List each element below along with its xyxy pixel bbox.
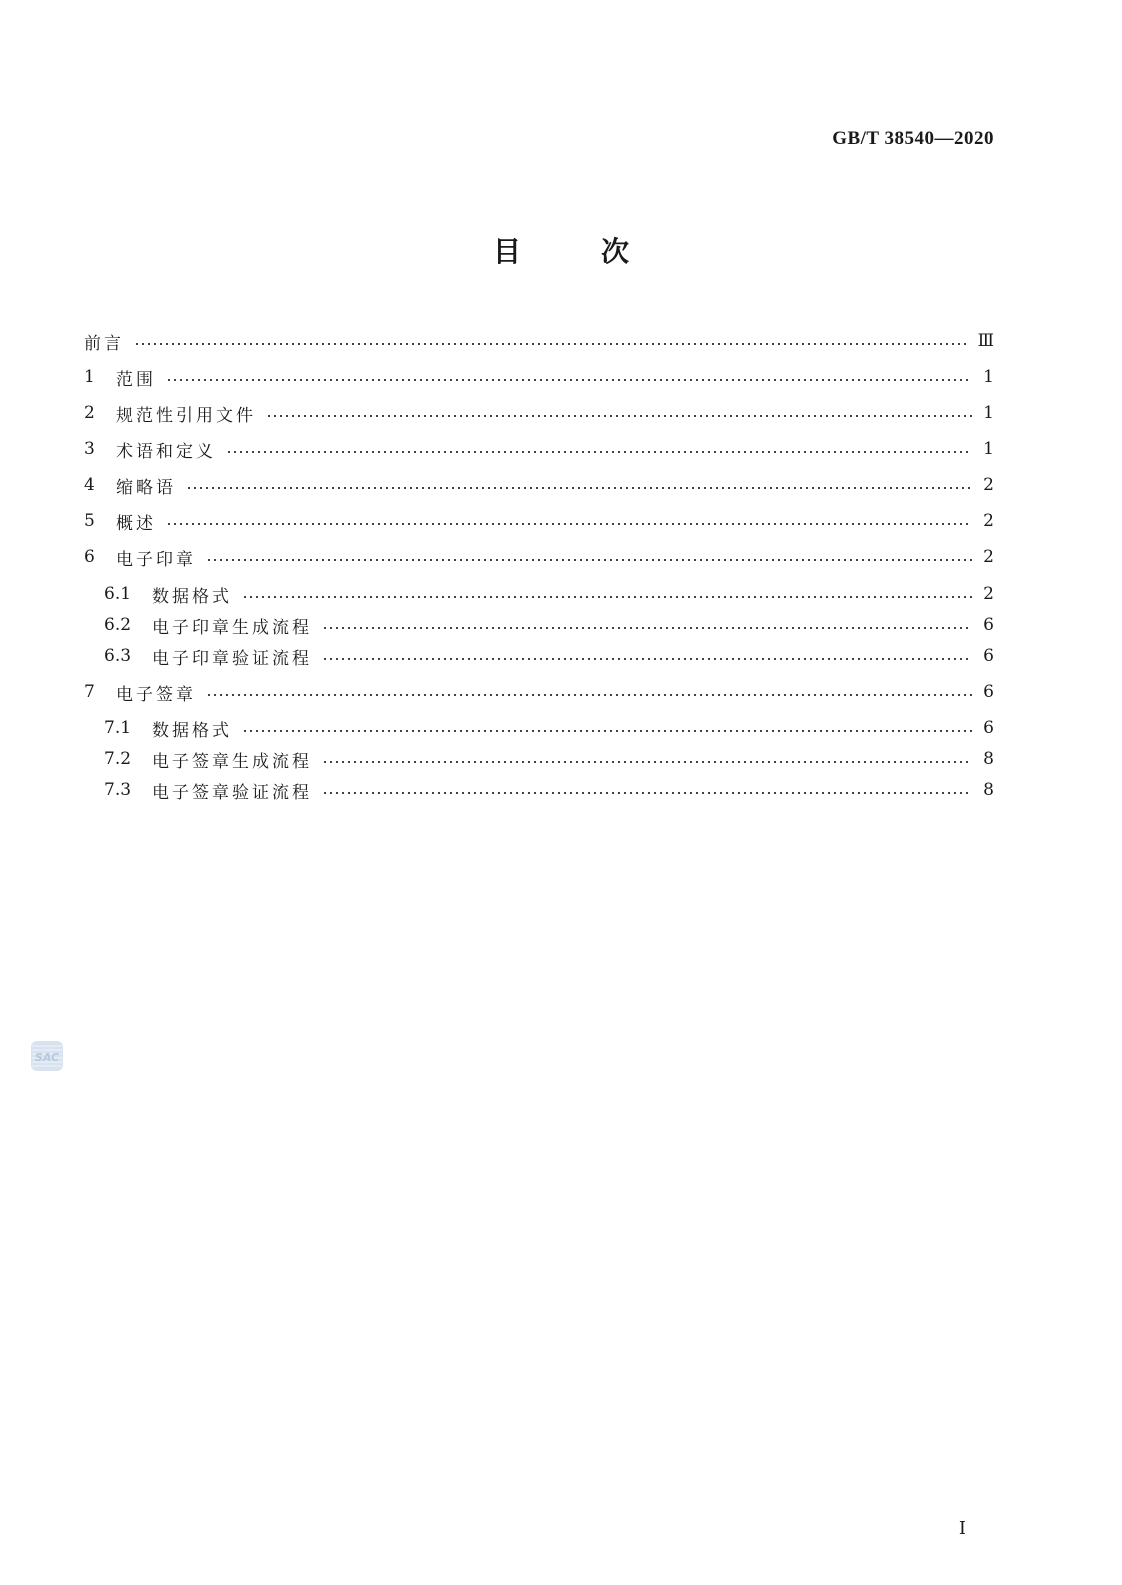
toc-leader — [226, 451, 972, 453]
toc-label: 规范性引用文件 — [116, 405, 256, 426]
toc-page: Ⅲ — [977, 331, 994, 351]
toc-leader — [322, 627, 972, 629]
toc-number: 7.1 — [104, 718, 132, 738]
toc-entry-2[interactable] — [84, 398, 994, 428]
toc-number: 7 — [84, 682, 95, 702]
toc-page: 1 — [983, 439, 994, 459]
svg-text:SAC: SAC — [34, 1051, 60, 1064]
toc-number: 6.2 — [104, 615, 132, 635]
toc-label: 前言 — [84, 333, 124, 354]
toc-entry-foreword[interactable] — [84, 326, 994, 356]
toc-entry-7[interactable] — [84, 677, 994, 707]
toc-number: 6.3 — [104, 646, 132, 666]
toc-leader — [322, 792, 972, 794]
toc-page: 1 — [983, 403, 994, 423]
toc-page: 2 — [983, 584, 994, 604]
toc-page: 2 — [983, 511, 994, 531]
toc-number: 6.1 — [104, 584, 132, 604]
toc-entry-7-2[interactable] — [104, 744, 994, 774]
toc-number: 3 — [84, 439, 95, 459]
toc-entry-6-1[interactable] — [104, 579, 994, 609]
toc-entry-7-3[interactable] — [104, 775, 994, 805]
toc-entry-5[interactable] — [84, 506, 994, 536]
toc-label: 概述 — [116, 513, 156, 534]
toc-number: 1 — [84, 367, 95, 387]
toc-label: 范围 — [116, 369, 156, 390]
toc-number: 6 — [84, 547, 95, 567]
toc-page: 8 — [983, 780, 994, 800]
toc-label: 电子印章 — [116, 549, 196, 570]
toc-label: 缩略语 — [116, 477, 176, 498]
toc-leader — [186, 487, 972, 489]
toc-leader — [242, 730, 972, 732]
toc-leader — [242, 596, 972, 598]
toc-entry-6-3[interactable] — [104, 641, 994, 671]
toc-label: 数据格式 — [152, 720, 232, 741]
sac-watermark-icon — [30, 1040, 64, 1072]
toc-label: 电子印章生成流程 — [152, 617, 312, 638]
toc-leader — [206, 559, 972, 561]
toc-number: 7.2 — [104, 749, 132, 769]
toc-label: 电子签章 — [116, 684, 196, 705]
toc-page: 2 — [983, 475, 994, 495]
toc-leader — [166, 379, 972, 381]
toc-entry-1[interactable] — [84, 362, 994, 392]
toc-label: 电子印章验证流程 — [152, 648, 312, 669]
standard-code: GB/T 38540—2020 — [832, 128, 994, 149]
toc-number: 5 — [84, 511, 95, 531]
toc-leader — [206, 694, 972, 696]
toc-number: 7.3 — [104, 780, 132, 800]
toc-page: 1 — [983, 367, 994, 387]
toc-label: 电子签章生成流程 — [152, 751, 312, 772]
toc-entry-3[interactable] — [84, 434, 994, 464]
toc-page: 6 — [983, 646, 994, 666]
toc-page: 2 — [983, 547, 994, 567]
toc-entry-6[interactable] — [84, 542, 994, 572]
toc-page: 6 — [983, 615, 994, 635]
toc-number: 4 — [84, 475, 95, 495]
toc-leader — [166, 523, 972, 525]
toc-page: 6 — [983, 682, 994, 702]
toc-page: 8 — [983, 749, 994, 769]
toc-label: 电子签章验证流程 — [152, 782, 312, 803]
toc-leader — [322, 658, 972, 660]
toc-page: 6 — [983, 718, 994, 738]
toc-leader — [322, 761, 972, 763]
toc-leader — [266, 415, 972, 417]
toc-label: 术语和定义 — [116, 441, 216, 462]
toc-entry-6-2[interactable] — [104, 610, 994, 640]
toc-leader — [134, 343, 970, 345]
footer-page-number: I — [958, 1518, 966, 1539]
toc-entry-7-1[interactable] — [104, 713, 994, 743]
page-title: 目次 — [492, 235, 709, 268]
toc-entry-4[interactable] — [84, 470, 994, 500]
toc-number: 2 — [84, 403, 95, 423]
toc-label: 数据格式 — [152, 586, 232, 607]
